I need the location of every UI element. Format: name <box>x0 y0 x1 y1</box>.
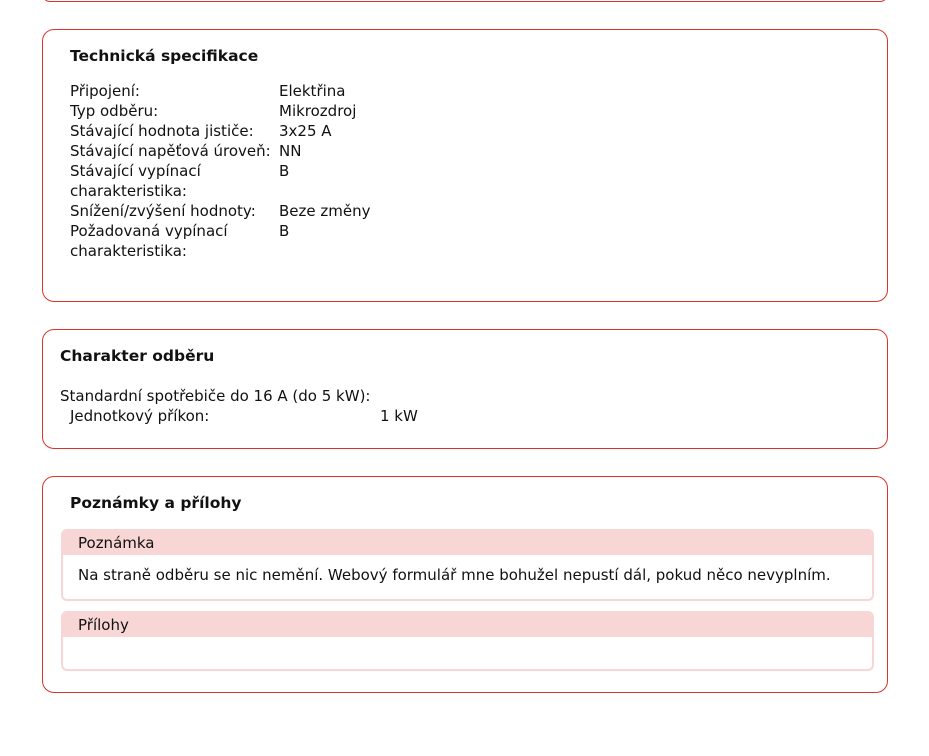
notes-attachments-panel <box>42 476 888 693</box>
note-panel <box>61 529 874 601</box>
breaker-value-label: Stávající hodnota jističe: <box>70 122 254 140</box>
consumption-character-panel <box>42 329 888 449</box>
note-header: Poznámka <box>63 531 872 555</box>
breaker-value-value: 3x25 A <box>279 122 332 140</box>
technical-specification-panel <box>42 29 888 302</box>
voltage-level-value: NN <box>279 142 302 160</box>
standard-appliances-text: Standardní spotřebiče do 16 A (do 5 kW): <box>60 387 371 405</box>
change-value-value: Beze změny <box>279 202 371 220</box>
voltage-level-label: Stávající napěťová úroveň: <box>70 142 271 160</box>
attachments-header: Přílohy <box>63 613 872 637</box>
previous-section-panel <box>42 0 888 2</box>
current-trip-characteristic-value: B <box>279 162 290 180</box>
connection-value: Elektřina <box>279 82 346 100</box>
unit-power-value: 1 kW <box>380 407 418 425</box>
consumption-type-value: Mikrozdroj <box>279 102 357 120</box>
requested-trip-characteristic-label-cont: charakteristika: <box>70 242 187 260</box>
requested-trip-characteristic-label: Požadovaná vypínací <box>70 222 228 240</box>
consumption-character-title: Charakter odběru <box>60 347 215 365</box>
unit-power-label: Jednotkový příkon: <box>70 407 210 425</box>
consumption-type-label: Typ odběru: <box>70 102 159 120</box>
current-trip-characteristic-label-cont: charakteristika: <box>70 182 187 200</box>
requested-trip-characteristic-value: B <box>279 222 290 240</box>
current-trip-characteristic-label: Stávající vypínací <box>70 162 201 180</box>
note-text: Na straně odběru se nic nemění. Webový formulář mne bohužel nepustí dál, pokud něco nevyplním. <box>78 566 831 584</box>
notes-attachments-title: Poznámky a přílohy <box>70 494 242 512</box>
change-value-label: Snížení/zvýšení hodnoty: <box>70 202 256 220</box>
attachments-body <box>63 637 872 647</box>
connection-label: Připojení: <box>70 82 140 100</box>
attachments-panel <box>61 611 874 671</box>
technical-specification-title: Technická specifikace <box>70 47 259 65</box>
